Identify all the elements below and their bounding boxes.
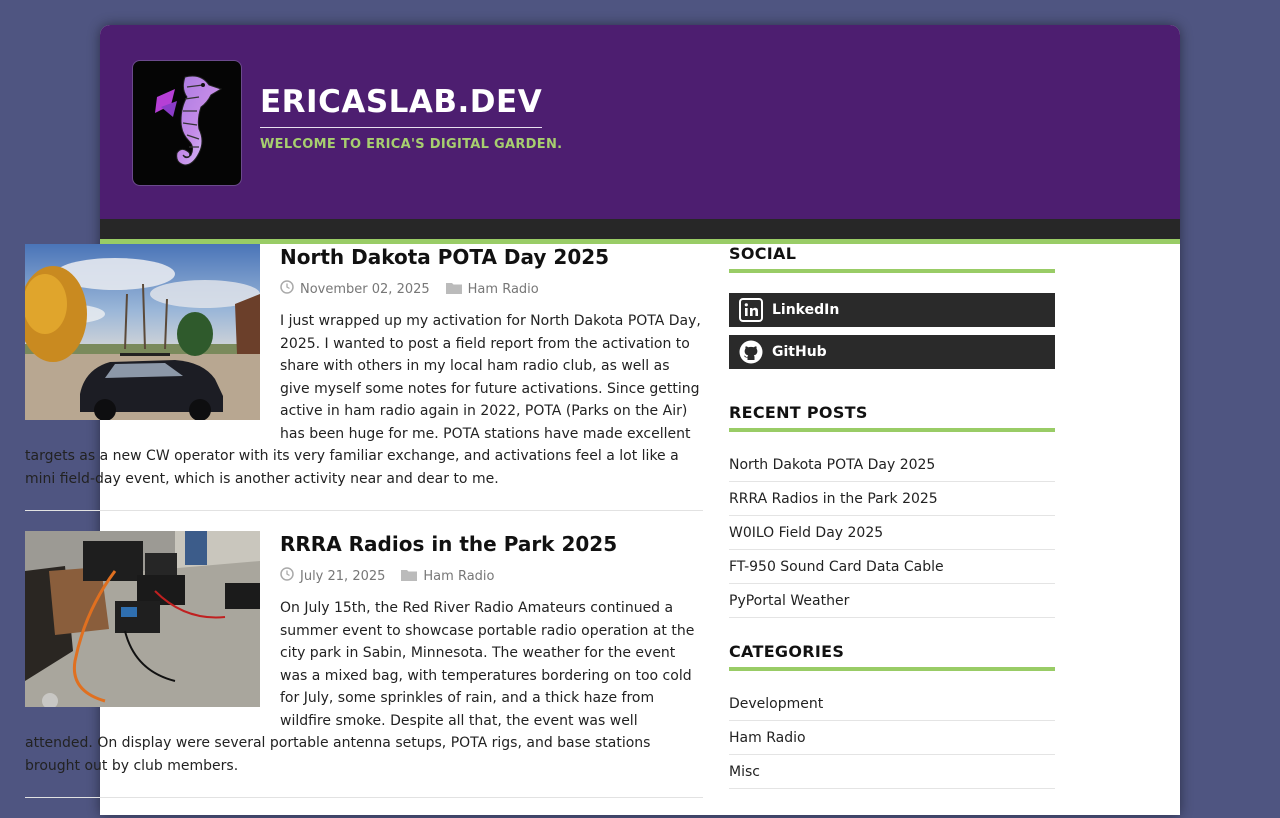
post-thumbnail-car[interactable] [25, 244, 260, 420]
social-widget-title: SOCIAL [729, 244, 1055, 273]
category-link[interactable]: Misc [729, 755, 1055, 789]
post-meta [280, 280, 703, 298]
post-date[interactable]: July 21, 2025 [300, 568, 386, 584]
main-content [25, 244, 703, 818]
sidebar [729, 244, 1055, 789]
linkedin-button[interactable] [729, 293, 1055, 327]
category-link[interactable]: Development [729, 687, 1055, 721]
folder-icon [446, 281, 462, 298]
post-excerpt: I just wrapped up my activation for North Dakota POTA Day, 2025. I wanted to post a field report from the activation to share with others in my local ham radio club, as well as give myself some notes for future activations. Since getting active in ham radio again in 2022, POTA (Parks on the Air) has been huge for me. POTA stations have made excellent targets as a new CW operator with its very familiar exchange, and activations feel a lot like a mini field-day event, which is another activity near and dear to me. [25, 313, 701, 487]
categories-list [729, 687, 1055, 789]
post-meta [280, 567, 703, 585]
github-icon [738, 339, 764, 365]
post-category[interactable]: Ham Radio [467, 281, 539, 297]
recent-post-link[interactable]: PyPortal Weather [729, 584, 1055, 618]
post-category[interactable]: Ham Radio [423, 568, 495, 584]
nav-bar [100, 219, 1180, 244]
recent-posts-list [729, 448, 1055, 618]
recent-post-link[interactable]: W0ILO Field Day 2025 [729, 516, 1055, 550]
site-tagline: WELCOME TO ERICA'S DIGITAL GARDEN. [260, 137, 563, 152]
site-header [100, 25, 1180, 219]
post-thumbnail-radios[interactable] [25, 531, 260, 707]
linkedin-label: LinkedIn [772, 302, 840, 318]
post-excerpt: On July 15th, the Red River Radio Amateurs continued a summer event to showcase portable radio operation at the city park in Sabin, Minnesota. The weather for the event was a mixed bag, with temperatures bordering on too cold for July, some sprinkles of rain, and a thick haze from wildfire smoke. Despite all that, the event was well attended. On display were several portable antenna setups, POTA rigs, and base stations brought out by club members. [25, 600, 695, 774]
category-link[interactable]: Ham Radio [729, 721, 1055, 755]
site-title[interactable]: ERICASLAB.DEV [260, 83, 542, 128]
clock-icon [280, 567, 294, 585]
recent-post-link[interactable]: FT-950 Sound Card Data Cable [729, 550, 1055, 584]
post-date[interactable]: November 02, 2025 [300, 281, 430, 297]
seahorse-logo-icon [147, 67, 227, 179]
post-item [25, 531, 703, 798]
post-title[interactable]: North Dakota POTA Day 2025 [280, 245, 610, 269]
recent-posts-title: RECENT POSTS [729, 403, 1055, 432]
github-button[interactable] [729, 335, 1055, 369]
categories-title: CATEGORIES [729, 642, 1055, 671]
clock-icon [280, 280, 294, 298]
post-item [25, 244, 703, 511]
github-label: GitHub [772, 344, 827, 360]
linkedin-icon [738, 297, 764, 323]
folder-icon [401, 568, 417, 585]
site-logo[interactable] [132, 60, 242, 186]
post-title[interactable]: RRRA Radios in the Park 2025 [280, 532, 618, 556]
recent-post-link[interactable]: RRRA Radios in the Park 2025 [729, 482, 1055, 516]
recent-post-link[interactable]: North Dakota POTA Day 2025 [729, 448, 1055, 482]
